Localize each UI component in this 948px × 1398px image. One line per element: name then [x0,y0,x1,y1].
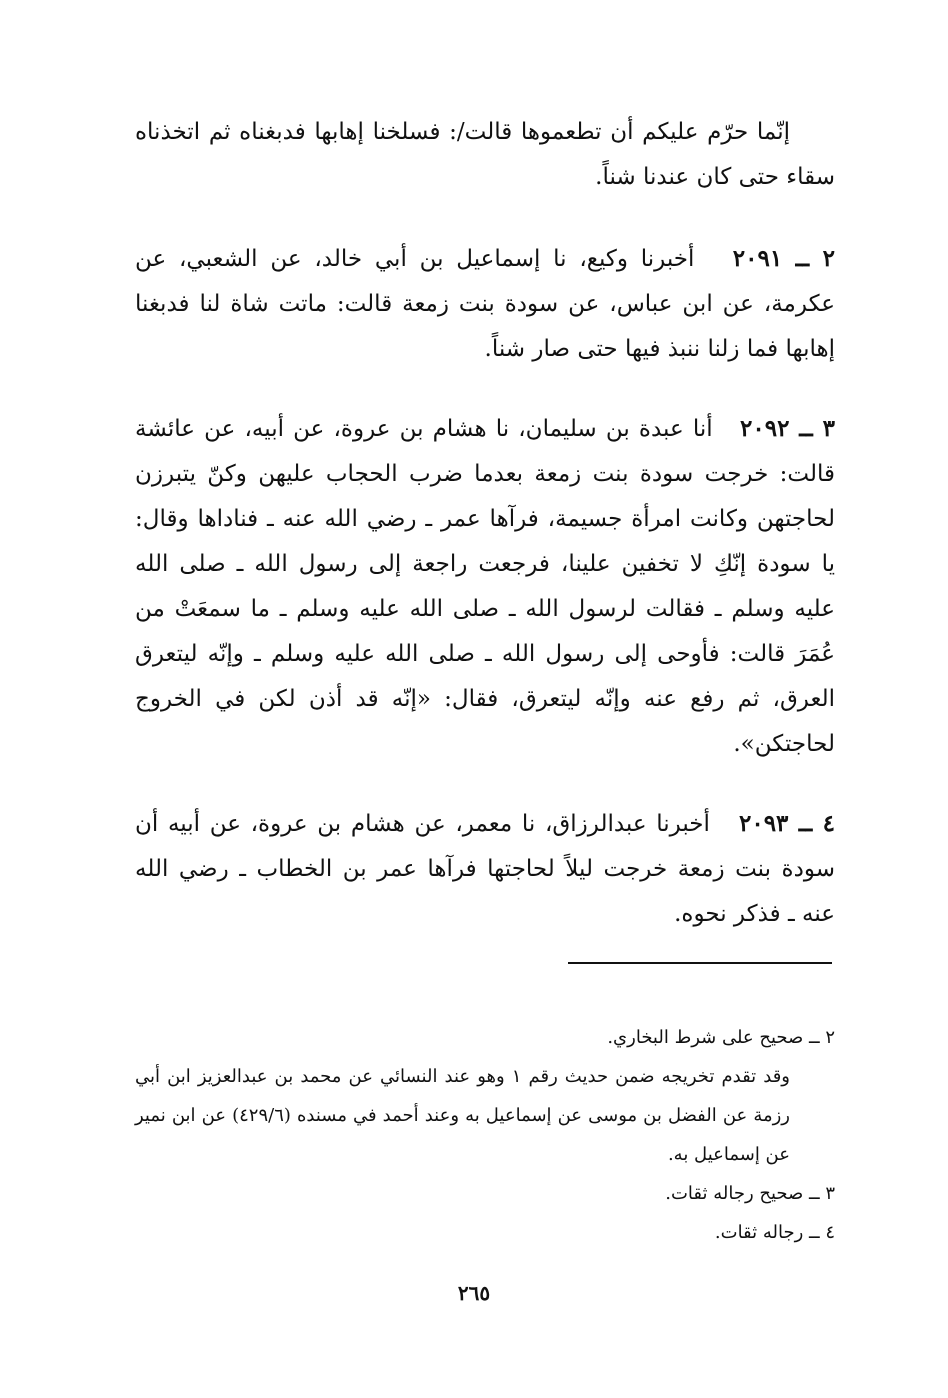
hadith-number: ٣ ــ ٢٠٩٢ [740,415,835,442]
footnote-label: ٤ ــ رجاله ثقات. [714,1222,835,1243]
page-number: ٢٦٥ [457,1281,491,1305]
footnote-3 [135,1174,835,1213]
footnote-divider [568,962,832,964]
footnote-label: ٢ ــ صحيح على شرط البخاري. [607,1027,835,1048]
footnotes [135,1018,835,1252]
hadith-text: أخبرنا وكيع، نا إسماعيل بن أبي خالد، عن الشعبي، عن عكرمة، عن ابن عباس، عن سودة بنت زمعة قالت: ماتت شاة لنا فدبغنا إهابها فما زلنا ننبذ فيها حتى صار شناً. [135,246,835,362]
hadith-2091 [135,236,835,372]
hadith-2093 [135,801,835,937]
hadith-number: ٤ ــ ٢٠٩٣ [738,810,836,837]
main-text [135,110,835,971]
footnote-text: وقد تقدم تخريجه ضمن حديث رقم ١ وهو عند النسائي عن محمد بن عبدالعزيز ابن أبي رزمة عن الفضل بن موسى عن إسماعيل به وعند أحمد في مسنده (٤٢٩/٦) عن ابن نمير عن إسماعيل به. [135,1066,791,1165]
hadith-number: ٢ ــ ٢٠٩١ [732,245,835,272]
footnote-label: ٣ ــ صحيح رجاله ثقات. [665,1183,835,1204]
footnote-2-continuation [135,1057,835,1174]
paragraph-continuation [135,110,835,200]
hadith-2092 [135,406,835,767]
hadith-text: أنا عبدة بن سليمان، نا هشام بن عروة، عن أبيه، عن عائشة قالت: خرجت سودة بنت زمعة بعدما ضرب الحجاب عليهن وكنّ يتبرزن لحاجتهن وكانت امرأة جسيمة، فرآها عمر ـ رضي الله عنه ـ فناداها وقال: يا سودة إنّكِ لا تخفين علينا، فرجعت راجعة إلى رسول الله ـ صلى الله عليه وسلم ـ فقالت لرسول الله ـ صلى الله عليه وسلم ـ ما سمعَتْ من عُمَرَ قالت: فأوحى إلى رسول الله ـ صلى الله عليه وسلم ـ وإنّه ليتعرق العرق، ثم رفع عنه وإنّه ليتعرق، فقال: «إنّه قد أذن لكن في الخروج لحاجتكن». [135,416,835,757]
paragraph-text: إنّما حرّم عليكم أن تطعموها قالت/: فسلخنا إهابها فدبغناه ثم اتخذناه سقاء حتى كان عندنا شناً. [135,119,835,190]
hadith-text: أخبرنا عبدالرزاق، نا معمر، عن هشام بن عروة، عن أبيه أن سودة بنت زمعة خرجت ليلاً لحاجتها فرآها عمر بن الخطاب ـ رضي الله عنه ـ فذكر نحوه. [135,811,835,927]
footnote-2 [135,1018,835,1057]
footnote-4 [135,1213,835,1252]
